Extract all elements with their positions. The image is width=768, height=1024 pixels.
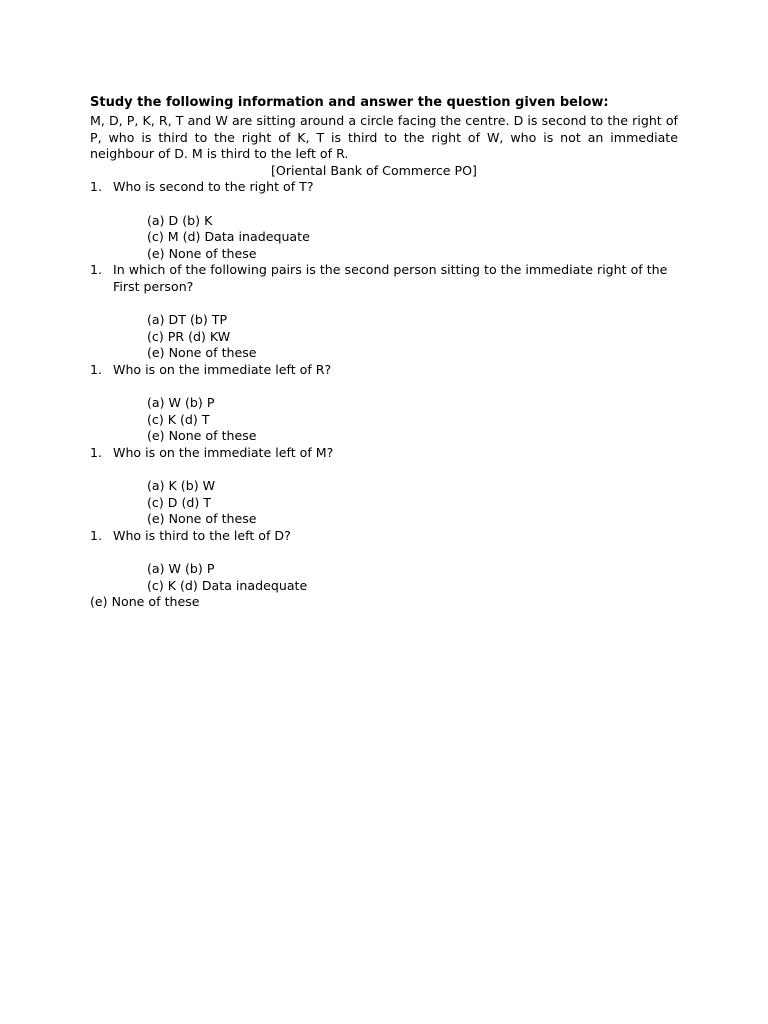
question-1 (90, 179, 678, 262)
option-line: (c) K (d) T (147, 411, 210, 427)
question-body: In which of the following pairs is the second person sitting to the immediate right of the First person? (113, 262, 668, 294)
question-number: 1. (90, 527, 103, 543)
option-line: (a) D (b) K (147, 212, 213, 228)
question-2 (90, 262, 678, 362)
question-text (90, 262, 678, 295)
question-body: Who is on the immediate left of R? (113, 361, 332, 377)
option-line: (e) None of these (147, 428, 257, 444)
puzzle-statement: M, D, P, K, R, T and W are sitting around a circle facing the centre. D is second to the right of P, who is third to the right of K, T is third to the right of W, who is not an immediate neighbour of D. M is third to the left of R. (90, 113, 678, 162)
option-line: (a) W (b) P (147, 395, 215, 411)
document-page (90, 95, 678, 611)
instructions-heading: Study the following information and answer the question given below: (90, 95, 609, 110)
option-line: (c) M (d) Data inadequate (147, 229, 310, 245)
option-line: (e) None of these (147, 245, 257, 261)
trailing-option-line: (e) None of these (90, 594, 200, 610)
option-line: (c) K (d) Data inadequate (147, 577, 308, 593)
option-line: (c) PR (d) KW (147, 328, 231, 344)
question-5 (90, 528, 678, 594)
option-line: (a) K (b) W (147, 478, 216, 494)
question-number: 1. (90, 262, 103, 278)
option-line: (e) None of these (147, 511, 257, 527)
option-line: (c) D (d) T (147, 494, 211, 510)
exam-source: [Oriental Bank of Commerce PO] (271, 162, 477, 178)
question-text (90, 528, 678, 545)
option-line: (a) W (b) P (147, 561, 215, 577)
question-text (90, 179, 678, 196)
option-line: (a) DT (b) TP (147, 312, 228, 328)
question-body: Who is on the immediate left of M? (113, 444, 334, 460)
question-number: 1. (90, 179, 103, 195)
question-text (90, 445, 678, 462)
question-3 (90, 362, 678, 445)
question-body: Who is second to the right of T? (113, 179, 314, 195)
question-number: 1. (90, 444, 103, 460)
question-text (90, 362, 678, 379)
question-body: Who is third to the left of D? (113, 527, 291, 543)
question-4 (90, 445, 678, 528)
question-number: 1. (90, 361, 103, 377)
option-line: (e) None of these (147, 345, 257, 361)
